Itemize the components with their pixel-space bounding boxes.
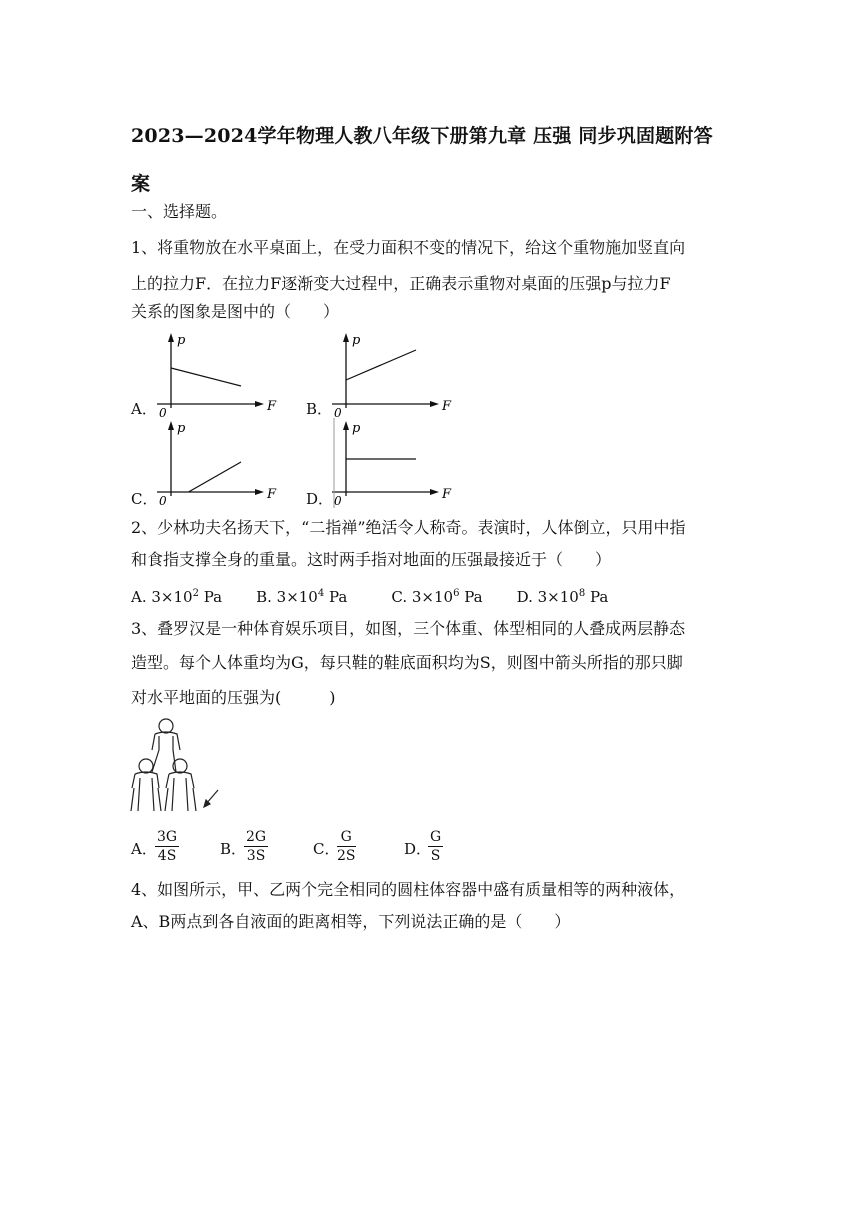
y-axis-label: p	[177, 333, 186, 348]
q3-option	[313, 828, 383, 868]
q3-option-label: A．	[131, 840, 157, 858]
q3-line-2: 造型。每个人体重均为G，每只鞋的鞋底面积均为S，则图中箭头所指的那只脚	[131, 653, 683, 672]
q1-graph-a	[145, 330, 277, 420]
section-heading: 一、选择题。	[131, 202, 228, 221]
x-axis-label: F	[442, 399, 452, 414]
y-axis-label: p	[177, 421, 186, 436]
q2-line-2: 和食指支撑全身的重量。这时两手指对地面的压强最接近于（ ）	[131, 550, 612, 569]
q2-line-1: 2、少林功夫名扬天下，“二指禅”绝活令人称奇。表演时，人体倒立，只用中指	[131, 518, 686, 537]
human-pyramid-figure	[128, 716, 228, 816]
q3-option-fraction: $\frac{G}{2S}$	[337, 829, 356, 864]
q1-option-c-label: C．	[131, 490, 158, 508]
q1-line-3: 关系的图象是图中的（ ）	[131, 302, 340, 321]
q3-option-fraction: $\frac{3G}{4S}$	[157, 829, 178, 864]
series-line	[346, 350, 416, 380]
q1-graph-d	[320, 418, 452, 508]
q1-option-a-label: A．	[131, 400, 157, 418]
y-axis-arrow	[343, 421, 349, 430]
x-axis-label: F	[442, 487, 452, 502]
x-axis-arrow	[430, 401, 439, 407]
q3-option-label: B．	[220, 840, 247, 858]
y-axis-arrow	[343, 333, 349, 342]
q1-option-b-label: B．	[306, 400, 333, 418]
origin-label: 0	[334, 494, 342, 508]
q3-option-fraction: $\frac{G}{S}$	[430, 829, 442, 864]
q4-line-1: 4、如图所示，甲、乙两个完全相同的圆柱体容器中盛有质量相等的两种液体，	[131, 880, 686, 899]
q3-option-fraction: $\frac{2G}{3S}$	[246, 829, 267, 864]
q3-option	[220, 828, 290, 868]
q2-option: B. $3\times 10^4$ Pa	[256, 588, 348, 606]
x-axis-label: F	[267, 399, 277, 414]
q3-option-label: D．	[404, 840, 432, 858]
q1-line-1: 1、将重物放在水平桌面上，在受力面积不变的情况下，给这个重物施加竖直向	[131, 238, 686, 257]
q2-option: D. $3\times 10^8$ Pa	[516, 588, 609, 606]
y-axis-arrow	[168, 421, 174, 430]
x-axis-arrow	[430, 489, 439, 495]
q3-option-label: C．	[313, 840, 340, 858]
q2-option: A. $3\times 10^2$ Pa	[131, 588, 223, 606]
q3-option	[131, 828, 201, 868]
q3-option	[404, 828, 474, 868]
q3-line-3: 对水平地面的压强为( )	[131, 688, 336, 707]
x-axis-label: F	[267, 487, 277, 502]
y-axis-arrow	[168, 333, 174, 342]
origin-label: 0	[159, 494, 167, 508]
x-axis-arrow	[255, 401, 264, 407]
q2-option: C. $3\times 10^6$ Pa	[391, 588, 483, 606]
origin-label: 0	[159, 406, 167, 420]
y-axis-label: p	[352, 421, 361, 436]
q1-graph-b	[320, 330, 452, 420]
series-line	[189, 462, 242, 492]
series-line	[171, 368, 241, 386]
y-axis-label: p	[352, 333, 361, 348]
q1-option-d-label: D．	[306, 490, 334, 508]
q1-graph-c	[145, 418, 277, 508]
origin-label: 0	[334, 406, 342, 420]
page-title: 2023—2024学年物理人教八年级下册第九章 压强 同步巩固题附答案	[131, 125, 713, 195]
q2-options	[131, 584, 608, 607]
q4-line-2: A、B两点到各自液面的距离相等，下列说法正确的是（ ）	[131, 912, 571, 931]
q1-line-2: 上的拉力F．在拉力F逐渐变大过程中，正确表示重物对桌面的压强p与拉力F	[131, 274, 671, 293]
x-axis-arrow	[255, 489, 264, 495]
q3-line-1: 3、叠罗汉是一种体育娱乐项目，如图，三个体重、体型相同的人叠成两层静态	[131, 619, 686, 638]
